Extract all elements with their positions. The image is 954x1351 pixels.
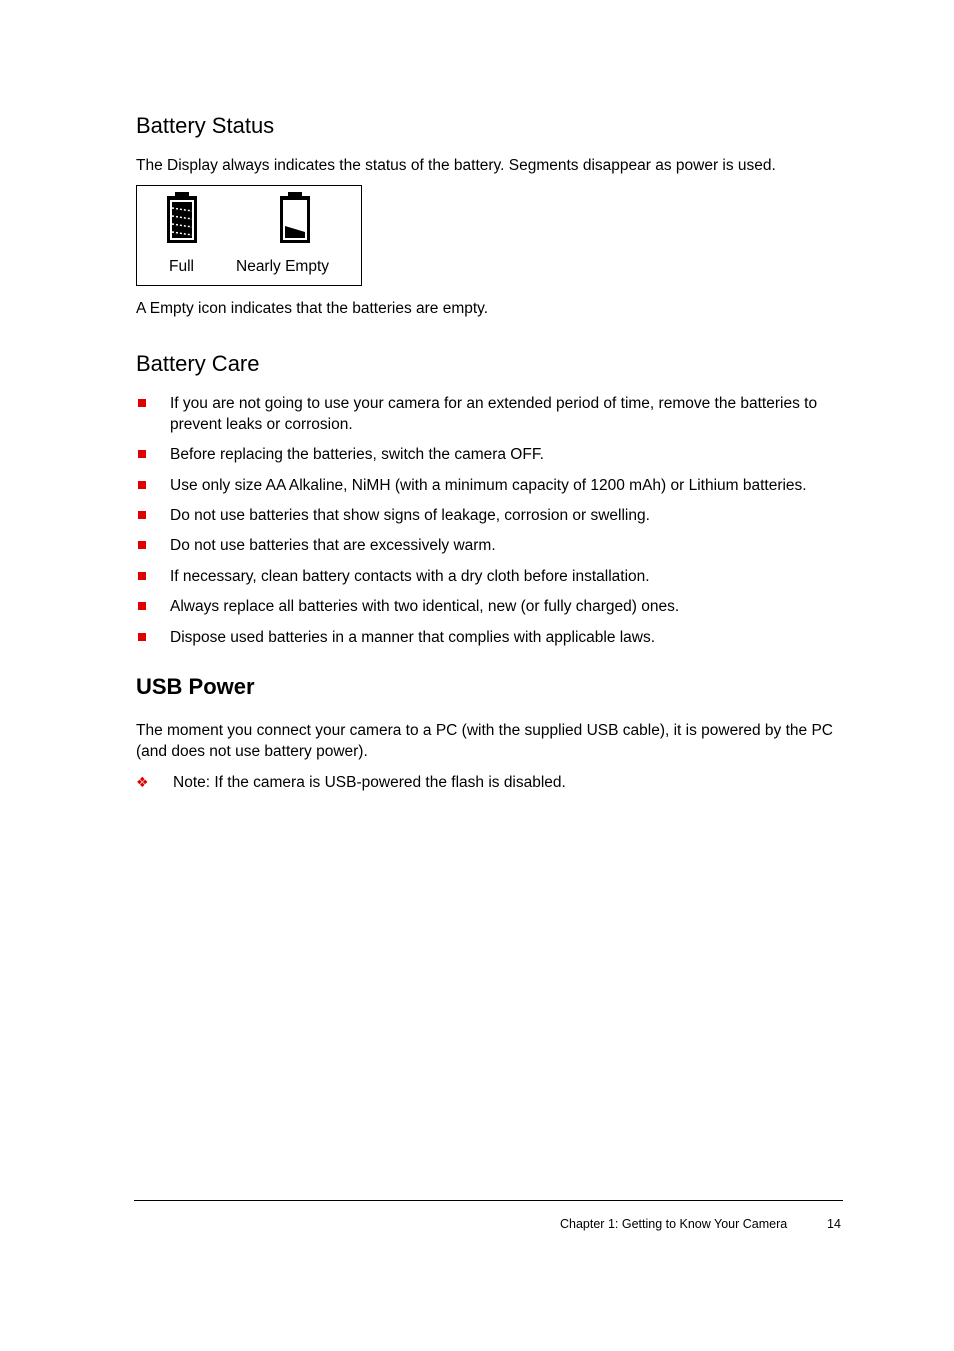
battery-care-list xyxy=(136,393,846,648)
battery-nearly-empty-icon xyxy=(279,192,311,244)
list-item: If you are not going to use your camera for an extended period of time, remove the batteries to prevent leaks or corrosion. xyxy=(136,393,846,435)
red-square-bullet-icon xyxy=(138,572,146,580)
footer-divider xyxy=(134,1200,843,1201)
usb-power-heading: USB Power xyxy=(136,674,255,699)
usb-power-body: The moment you connect your camera to a PC (with the supplied USB cable), it is powered by the PC (and does not use battery power). xyxy=(136,722,833,760)
battery-status-heading: Battery Status xyxy=(136,113,275,138)
list-item: Do not use batteries that are excessively warm. xyxy=(136,535,846,556)
red-square-bullet-icon xyxy=(138,511,146,519)
list-item: If necessary, clean battery contacts with a dry cloth before installation. xyxy=(136,566,846,587)
battery-icons-box xyxy=(136,185,362,286)
red-square-bullet-icon xyxy=(138,541,146,549)
list-item: Before replacing the batteries, switch the camera OFF. xyxy=(136,444,846,465)
list-item: Do not use batteries that show signs of leakage, corrosion or swelling. xyxy=(136,505,846,526)
red-square-bullet-icon xyxy=(138,602,146,610)
page-number: 14 xyxy=(827,1217,841,1231)
footer-chapter: Chapter 1: Getting to Know Your Camera xyxy=(560,1217,788,1231)
battery-care-heading: Battery Care xyxy=(136,351,260,376)
battery-label-nearly-empty: Nearly Empty xyxy=(236,258,330,275)
battery-full-icon xyxy=(166,192,198,244)
diamond-bullet-icon: ❖ xyxy=(136,774,149,790)
red-square-bullet-icon xyxy=(138,399,146,407)
red-square-bullet-icon xyxy=(138,481,146,489)
usb-power-note-text: Note: If the camera is USB-powered the flash is disabled. xyxy=(173,774,566,791)
red-square-bullet-icon xyxy=(138,633,146,641)
battery-status-intro: The Display always indicates the status of the battery. Segments disappear as power is used. xyxy=(136,157,776,174)
red-square-bullet-icon xyxy=(138,450,146,458)
battery-label-full: Full xyxy=(169,258,194,275)
list-item: Use only size AA Alkaline, NiMH (with a minimum capacity of 1200 mAh) or Lithium batteries. xyxy=(136,475,846,496)
list-item: Always replace all batteries with two identical, new (or fully charged) ones. xyxy=(136,596,846,617)
battery-empty-note: A Empty icon indicates that the batteries are empty. xyxy=(136,300,489,317)
list-item: Dispose used batteries in a manner that complies with applicable laws. xyxy=(136,627,846,648)
